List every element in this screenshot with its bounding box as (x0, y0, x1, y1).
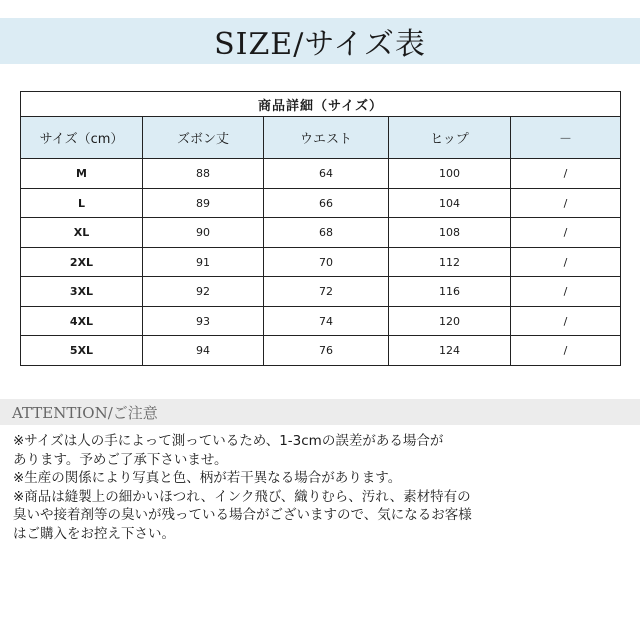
header-size: サイズ（cm） (21, 117, 143, 159)
hip-cell: 112 (389, 247, 511, 277)
hip-cell: 108 (389, 218, 511, 248)
header-dash: － (511, 117, 621, 159)
hip-cell: 104 (389, 188, 511, 218)
inseam-cell: 91 (143, 247, 264, 277)
inseam-cell: 93 (143, 306, 264, 336)
inseam-cell: 90 (143, 218, 264, 248)
table-row (21, 306, 621, 336)
dash-cell: / (511, 188, 621, 218)
attention-heading: ATTENTION/ご注意 (12, 403, 158, 422)
dash-cell: / (511, 277, 621, 307)
table-row (21, 247, 621, 277)
dash-cell: / (511, 247, 621, 277)
waist-cell: 64 (264, 159, 389, 189)
inseam-cell: 94 (143, 336, 264, 366)
waist-cell: 70 (264, 247, 389, 277)
dash-cell: / (511, 336, 621, 366)
title-banner (0, 18, 640, 64)
header-waist: ウエスト (264, 117, 389, 159)
inseam-cell: 92 (143, 277, 264, 307)
note-line: ※サイズは人の手によって測っているため、1-3cmの誤差がある場合が (13, 433, 444, 449)
table-row (21, 218, 621, 248)
table-row (21, 336, 621, 366)
inseam-cell: 88 (143, 159, 264, 189)
size-cell: L (21, 188, 143, 218)
note-line: ※商品は縫製上の細かいほつれ、インク飛び、織りむら、汚れ、素材特有の (13, 488, 471, 505)
header-inseam: ズボン丈 (143, 117, 264, 159)
hip-cell: 124 (389, 336, 511, 366)
page-title: SIZE/サイズ表 (214, 27, 426, 62)
size-cell: 2XL (21, 247, 143, 277)
note-line: ※生産の関係により写真と色、柄が若干異なる場合があります。 (13, 470, 402, 487)
size-cell: XL (21, 218, 143, 248)
note-line: 臭いや接着剤等の臭いが残っている場合がございますので、気になるお客様 (13, 507, 472, 524)
header-hip: ヒップ (389, 117, 511, 159)
attention-notes (13, 432, 633, 544)
dash-cell: / (511, 306, 621, 336)
note-line: あります。予めご了承下さいませ。 (13, 451, 228, 468)
waist-cell: 76 (264, 336, 389, 366)
table-row (21, 188, 621, 218)
waist-cell: 66 (264, 188, 389, 218)
size-cell: 4XL (21, 306, 143, 336)
hip-cell: 120 (389, 306, 511, 336)
table-header-row (21, 117, 621, 159)
size-cell: M (21, 159, 143, 189)
waist-cell: 74 (264, 306, 389, 336)
dash-cell: / (511, 218, 621, 248)
table-row (21, 159, 621, 189)
waist-cell: 68 (264, 218, 389, 248)
waist-cell: 72 (264, 277, 389, 307)
size-cell: 3XL (21, 277, 143, 307)
size-cell: 5XL (21, 336, 143, 366)
hip-cell: 100 (389, 159, 511, 189)
hip-cell: 116 (389, 277, 511, 307)
dash-cell: / (511, 159, 621, 189)
note-line: はご購入をお控え下さい。 (13, 525, 175, 542)
attention-banner (0, 399, 640, 425)
inseam-cell: 89 (143, 188, 264, 218)
size-table (20, 91, 621, 366)
table-caption: 商品詳細（サイズ） (21, 92, 621, 117)
table-row (21, 277, 621, 307)
